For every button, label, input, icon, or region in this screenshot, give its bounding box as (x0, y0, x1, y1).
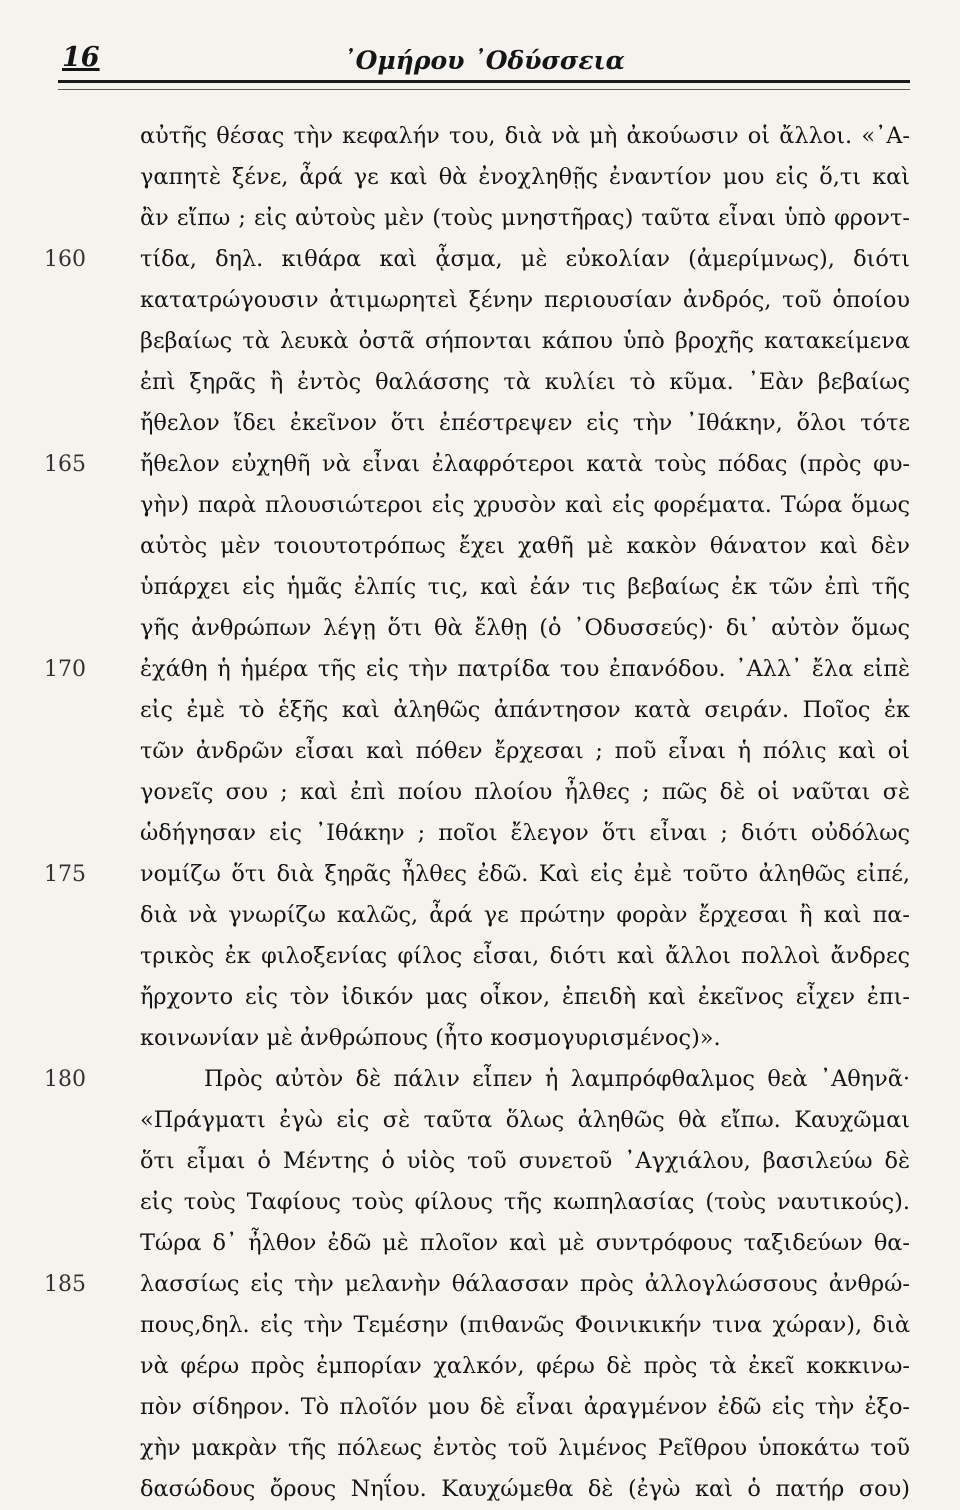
text-line: ἤθελον εὐχηθῆ νὰ εἶναι ἐλαφρότεροι κατὰ τοὺς πόδας (πρὸς φυ- (140, 451, 910, 477)
text-line: Πρὸς αὐτὸν δὲ πάλιν εἶπεν ἡ λαμπρόφθαλμος θεὰ ᾿Αθηνᾶ· (204, 1066, 910, 1092)
text-line: εἰς τοὺς Ταφίους τοὺς φίλους τῆς κωπηλασίας (τοὺς ναυτικούς). (140, 1189, 910, 1215)
text-line: ὅτι εἶμαι ὁ Μέντης ὁ υἱὸς τοῦ συνετοῦ ᾿Αγχιάλου, βασιλεύω δὲ (140, 1148, 910, 1174)
text-line: Τώρα δ᾿ ἦλθον ἐδῶ μὲ πλοῖον καὶ μὲ συντρόφους ταξιδεύων θα- (140, 1230, 910, 1256)
text-line: γαπητὲ ξένε, ἆρά γε καὶ θὰ ἐνοχληθῇς ἐναντίον μου εἰς ὅ,τι καὶ (140, 164, 910, 190)
text-line: ἤθελον ἴδει ἐκεῖνον ὅτι ἐπέστρεψεν εἰς τὴν ᾿Ιθάκην, ὅλοι τότε (140, 410, 910, 436)
text-line: εἰς ἐμὲ τὸ ἑξῆς καὶ ἀληθῶς ἀπάντησον κατὰ σειράν. Ποῖος ἐκ (140, 697, 910, 723)
line-number: 180 (44, 1067, 86, 1092)
body-text (140, 116, 910, 1510)
line-number: 170 (44, 657, 86, 682)
line-number: 160 (44, 247, 86, 272)
text-line: τρικὸς ἐκ φιλοξενίας φίλος εἶσαι, διότι καὶ ἄλλοι πολλοὶ ἄνδρες (140, 943, 910, 969)
line-number: 185 (44, 1272, 86, 1297)
text-line: γονεῖς σου ; καὶ ἐπὶ ποίου πλοίου ἦλθες ; πῶς δὲ οἱ ναῦται σὲ (140, 779, 910, 805)
text-line: ἤρχοντο εἰς τὸν ἰδικόν μας οἶκον, ἐπειδὴ καὶ ἐκεῖνος εἶχεν ἐπι- (140, 984, 910, 1010)
text-line: διὰ νὰ γνωρίζω καλῶς, ἆρά γε πρώτην φορὰν ἔρχεσαι ἢ καὶ πα- (140, 902, 910, 928)
text-line: αὐτὸς μὲν τοιουτοτρόπως ἔχει χαθῆ μὲ κακὸν θάνατον καὶ δὲν (140, 533, 910, 559)
line-number: 175 (44, 862, 86, 887)
text-line: κοινωνίαν μὲ ἀνθρώπους (ἦτο κοσμογυρισμένος)». (140, 1025, 721, 1051)
running-title: ᾿Ομήρου ᾿Οδύσσεια (343, 46, 625, 75)
text-line: ὡδήγησαν εἰς ᾿Ιθάκην ; ποῖοι ἔλεγον ὅτι εἶναι ; διότι οὐδόλως (140, 820, 910, 846)
text-line: νὰ φέρω πρὸς ἐμπορίαν χαλκόν, φέρω δὲ πρὸς τὰ ἐκεῖ κοκκινω- (140, 1353, 910, 1379)
text-line: ὑπάρχει εἰς ἡμᾶς ἐλπίς τις, καὶ ἐάν τις βεβαίως ἐκ τῶν ἐπὶ τῆς (140, 574, 910, 600)
text-line: τῶν ἀνδρῶν εἶσαι καὶ πόθεν ἔρχεσαι ; ποῦ εἶναι ἡ πόλις καὶ οἱ (140, 738, 910, 764)
text-line: λασσίως εἰς τὴν μελανὴν θάλασσαν πρὸς ἀλλογλώσσους ἀνθρώ- (140, 1271, 910, 1297)
text-line: αὐτῆς θέσας τὴν κεφαλήν του, διὰ νὰ μὴ ἀκούωσιν οἱ ἄλλοι. «᾿Α- (140, 123, 910, 149)
text-line: δασώδους ὄρους Νηΐου. Καυχώμεθα δὲ (ἐγὼ καὶ ὁ πατήρ σου) (140, 1476, 910, 1502)
line-number: 165 (44, 452, 86, 477)
text-line: ἐχάθη ἡ ἡμέρα τῆς εἰς τὴν πατρίδα του ἐπανόδου. ᾿Αλλ᾿ ἔλα εἰπὲ (140, 656, 910, 682)
text-line: γὴν) παρὰ πλουσιώτεροι εἰς χρυσὸν καὶ εἰς φορέματα. Τώρα ὅμως (140, 492, 910, 518)
page-header (58, 40, 910, 83)
text-line: ἂν εἴπω ; εἰς αὐτοὺς μὲν (τοὺς μνηστῆρας) ταῦτα εἶναι ὑπὸ φροντ- (140, 205, 910, 231)
text-line: πὸν σίδηρον. Τὸ πλοῖόν μου δὲ εἶναι ἀραγμένον ἐδῶ εἰς τὴν ἐξο- (140, 1394, 910, 1420)
text-line: «Πράγματι ἐγὼ εἰς σὲ ταῦτα ὅλως ἀληθῶς θὰ εἴπω. Καυχῶμαι (140, 1107, 910, 1133)
header-rule (58, 89, 910, 90)
text-line: βεβαίως τὰ λευκὰ ὀστᾶ σήπονται κάπου ὑπὸ βροχῆς κατακείμενα (140, 328, 910, 354)
text-line: νομίζω ὅτι διὰ ξηρᾶς ἦλθες ἐδῶ. Καὶ εἰς ἐμὲ τοῦτο ἀληθῶς εἰπέ, (140, 861, 910, 887)
text-line: χὴν μακρὰν τῆς πόλεως ἐντὸς τοῦ λιμένος Ρεῖθρου ὑποκάτω τοῦ (140, 1435, 910, 1461)
text-line: κατατρώγουσιν ἀτιμωρητεὶ ξένην περιουσίαν ἀνδρός, τοῦ ὁποίου (140, 287, 910, 313)
text-line: τίδα, δηλ. κιθάρα καὶ ᾆσμα, μὲ εὐκολίαν (ἀμερίμνως), διότι (140, 246, 910, 272)
text-line: πους,δηλ. εἰς τὴν Τεμέσην (πιθανῶς Φοινικικήν τινα χώραν), διὰ (140, 1312, 910, 1338)
text-line: γῆς ἀνθρώπων λέγῃ ὅτι θὰ ἔλθῃ (ὁ ᾿Οδυσσεύς)· δι᾿ αὐτὸν ὅμως (140, 615, 910, 641)
text-line: ἐπὶ ξηρᾶς ἢ ἐντὸς θαλάσσης τὰ κυλίει τὸ κῦμα. ᾿Εὰν βεβαίως (140, 369, 910, 395)
page-number: 16 (62, 42, 100, 73)
